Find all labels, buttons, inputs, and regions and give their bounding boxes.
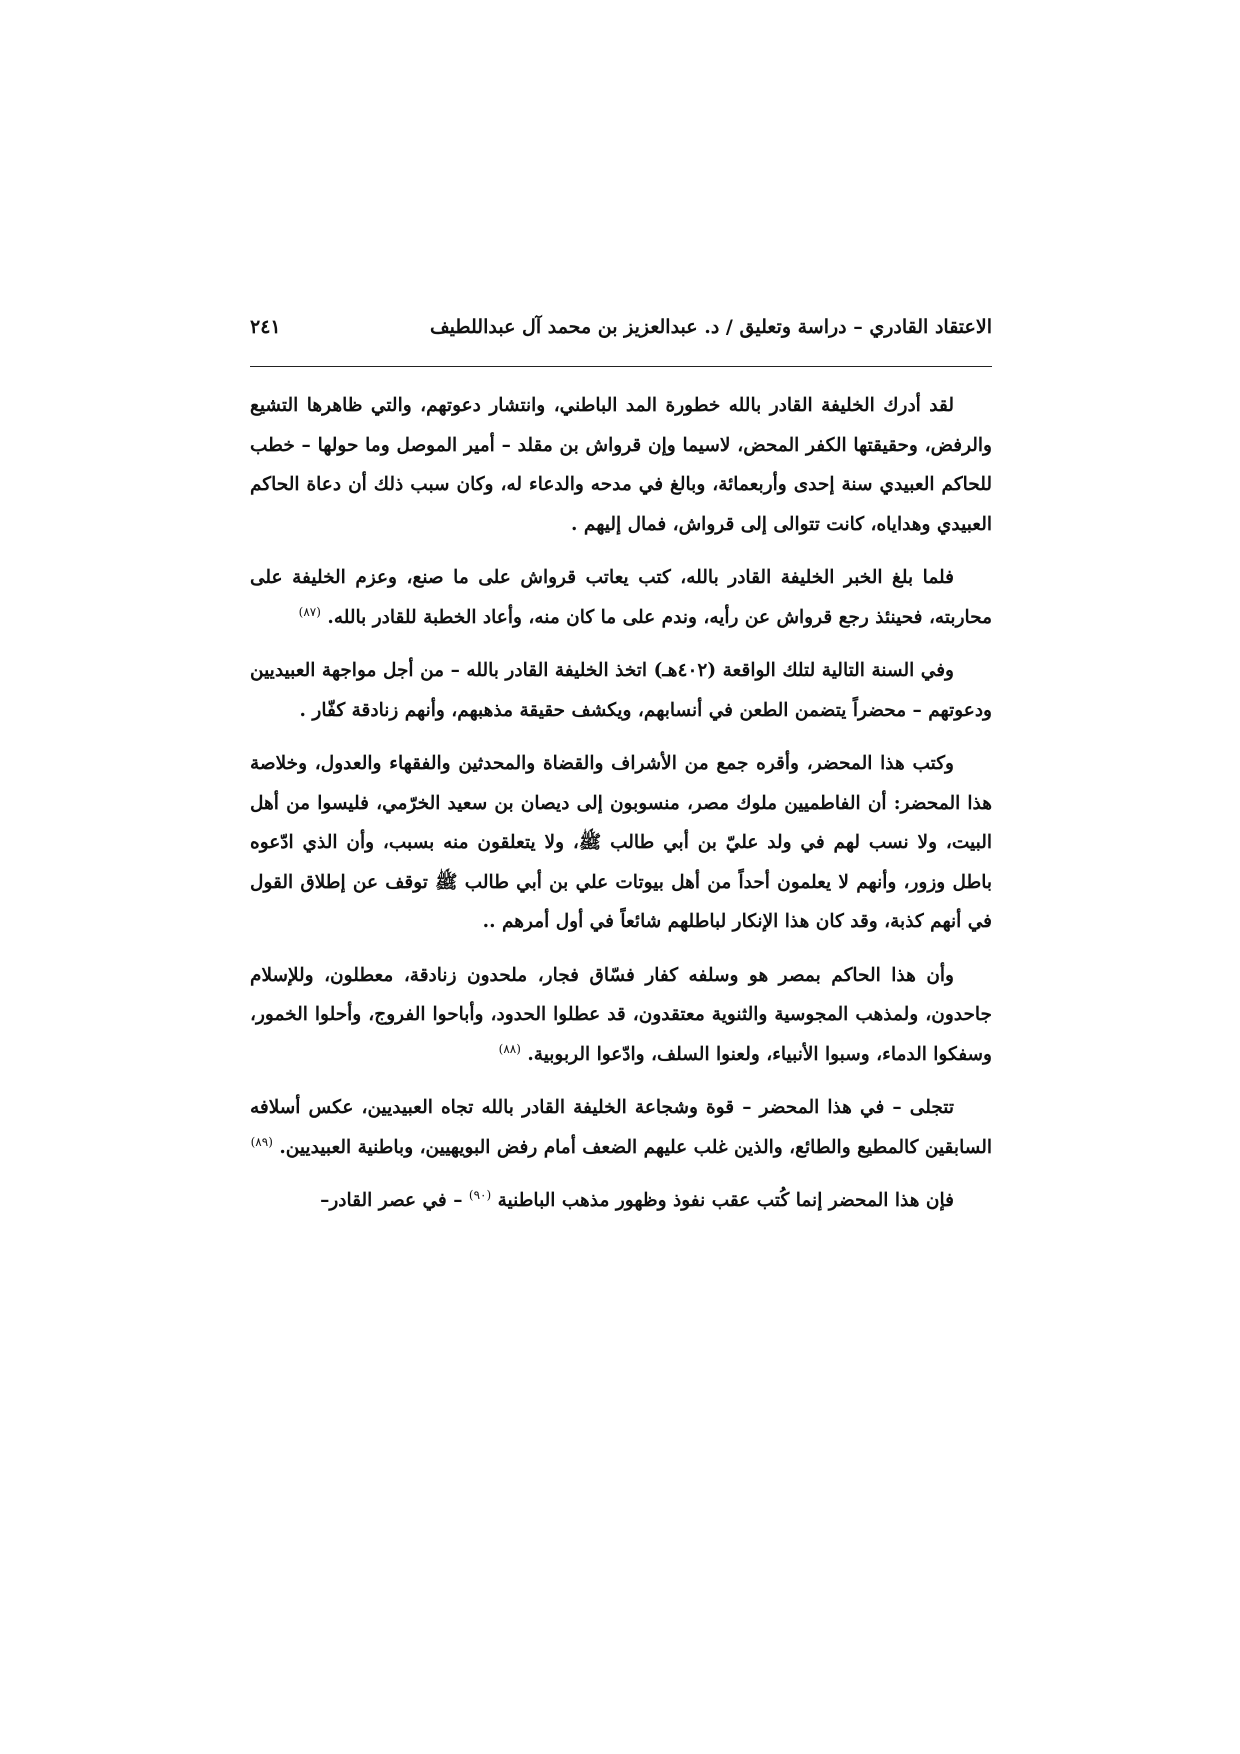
paragraph-6-text: تتجلى – في هذا المحضر – قوة وشجاعة الخليفة القادر بالله تجاه العبيديين، عكس أسلافه السابقين كالمطيع والطائع، والذين غلب عليهم الضعف أمام رفض البويهيين، وباطنية العبيديين. — [250, 1097, 992, 1158]
paragraph-1 — [250, 386, 992, 544]
footnote-ref-89: (٨٩) — [250, 1134, 273, 1149]
running-header — [250, 316, 992, 352]
paragraph-7 — [250, 1181, 992, 1221]
paragraph-5 — [250, 956, 992, 1075]
paragraph-6 — [250, 1088, 992, 1167]
paragraph-7-text: فإن هذا المحضر إنما كُتب عقب نفوذ وظهور مذهب الباطنية — [497, 1190, 954, 1211]
paragraph-2 — [250, 558, 992, 637]
paragraph-5-text: وأن هذا الحاكم بمصر هو وسلفه كفار فسّاق فجار، ملحدون زنادقة، معطلون، وللإسلام جاحدون، ولمذهب المجوسية والثنوية معتقدون، قد عطلوا الحدود، وأباحوا الفروج، وأحلوا الخمور، وسفكوا الدماء، وسبوا الأنبياء، ولعنوا السلف، وادّعوا الربوبية. — [250, 964, 992, 1065]
header-title: الاعتقاد القادري – دراسة وتعليق / د. عبدالعزيز بن محمد آل عبداللطيف — [430, 316, 992, 338]
paragraph-4 — [250, 744, 992, 942]
paragraph-2-text: فلما بلغ الخبر الخليفة القادر بالله، كتب يعاتب قرواش على ما صنع، وعزم الخليفة على محاربته، فحينئذ رجع قرواش عن رأيه، وندم على ما كان منه، وأعاد الخطبة للقادر بالله. — [250, 567, 992, 628]
footnote-ref-87: (٨٧) — [298, 604, 321, 619]
header-divider — [250, 366, 992, 367]
footnote-ref-88: (٨٨) — [498, 1041, 521, 1056]
paragraph-7-tail: – في عصر القادر– — [320, 1190, 463, 1211]
footnote-ref-90: (٩٠) — [468, 1187, 492, 1202]
body-text — [250, 386, 992, 1221]
paragraph-3 — [250, 651, 992, 730]
paragraph-3-text: وفي السنة التالية لتلك الواقعة (٤٠٢هـ) اتخذ الخليفة القادر بالله – من أجل مواجهة العبيديين ودعوتهم – محضراً يتضمن الطعن في أنسابهم، ويكشف حقيقة مذهبهم، وأنهم زنادقة كفّار . — [250, 660, 992, 721]
page-number: ٢٤١ — [250, 316, 281, 338]
paragraph-1-text: لقد أدرك الخليفة القادر بالله خطورة المد الباطني، وانتشار دعوتهم، والتي ظاهرها التشيع والرفض، وحقيقتها الكفر المحض، لاسيما وإن قرواش بن مقلد – أمير الموصل وما حولها – خطب للحاكم العبيدي سنة إحدى وأربعمائة، وبالغ في مدحه والدعاء له، وكان سبب ذلك أن دعاة الحاكم العبيدي وهداياه، كانت تتوالى إلى قرواش، فمال إليهم . — [250, 395, 992, 535]
paragraph-4-text: وكتب هذا المحضر، وأقره جمع من الأشراف والقضاة والمحدثين والفقهاء والعدول، وخلاصة هذا المحضر: أن الفاطميين ملوك مصر، منسوبون إلى ديصان بن سعيد الخرّمي، فليسوا من أهل البيت، ولا نسب لهم في ولد عليّ بن أبي طالب ﷺ، ولا يتعلقون منه بسبب، وأن الذي ادّعوه باطل وزور، وأنهم لا يعلمون أحداً من أهل بيوتات علي بن أبي طالب ﷺ توقف عن إطلاق القول في أنهم كذبة، وقد كان هذا الإنكار لباطلهم شائعاً في أول أمرهم .. — [250, 753, 992, 932]
